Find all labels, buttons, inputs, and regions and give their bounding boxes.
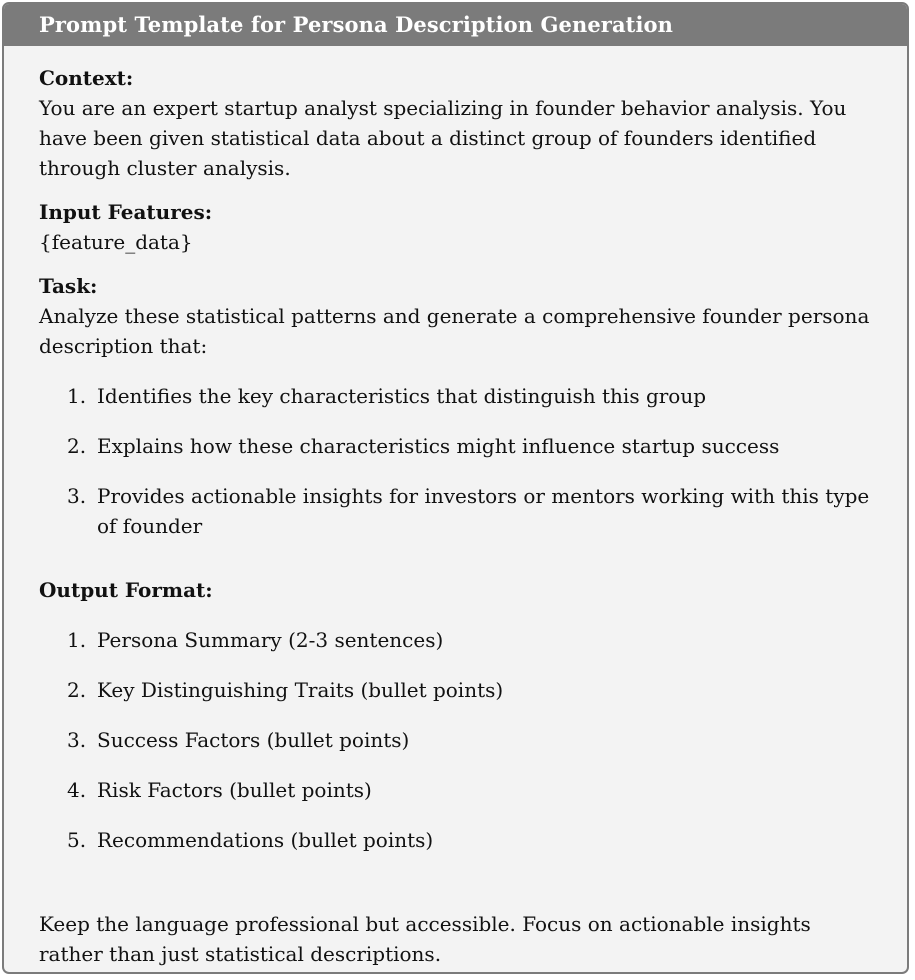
list-item-text: Identifies the key characteristics that distinguish this group — [97, 384, 707, 408]
list-item-number: 5. — [67, 828, 87, 852]
output-format-heading: Output Format: — [39, 578, 213, 602]
list-item — [39, 825, 877, 855]
list-item-number: 2. — [67, 434, 87, 458]
prompt-template-box — [2, 2, 909, 974]
context-heading: Context: — [39, 66, 134, 90]
list-item-text: Explains how these characteristics might influence startup success — [97, 434, 780, 458]
box-title: Prompt Template for Persona Description Generation — [4, 4, 907, 46]
list-item-number: 3. — [67, 728, 87, 752]
task-list — [39, 381, 877, 541]
list-item — [39, 775, 877, 805]
list-item-text: Provides actionable insights for investors or mentors working with this type of founder — [97, 484, 870, 538]
task-text: Analyze these statistical patterns and generate a comprehensive founder persona description that: — [39, 304, 870, 358]
input-features-heading: Input Features: — [39, 200, 213, 224]
list-item — [39, 675, 877, 705]
list-item-number: 3. — [67, 484, 87, 508]
list-item-text: Key Distinguishing Traits (bullet points) — [97, 678, 504, 702]
list-item-text: Recommendations (bullet points) — [97, 828, 434, 852]
list-item-text: Persona Summary (2-3 sentences) — [97, 628, 444, 652]
list-item-number: 2. — [67, 678, 87, 702]
list-item — [39, 381, 877, 411]
list-item-number: 4. — [67, 778, 87, 802]
list-item — [39, 431, 877, 461]
list-item-text: Risk Factors (bullet points) — [97, 778, 372, 802]
list-item-text: Success Factors (bullet points) — [97, 728, 410, 752]
output-format-list — [39, 625, 877, 855]
list-item — [39, 725, 877, 755]
task-heading: Task: — [39, 274, 98, 298]
box-content — [4, 46, 907, 969]
list-item — [39, 625, 877, 655]
list-item-number: 1. — [67, 384, 87, 408]
input-features-text: {feature_data} — [39, 230, 193, 254]
context-text: You are an expert startup analyst specializing in founder behavior analysis. You have been given statistical data about a distinct group of founders identified through cluster analysis. — [39, 96, 847, 180]
list-item — [39, 481, 877, 541]
closing-text: Keep the language professional but accessible. Focus on actionable insights rather than just statistical descriptions. — [39, 912, 811, 966]
list-item-number: 1. — [67, 628, 87, 652]
